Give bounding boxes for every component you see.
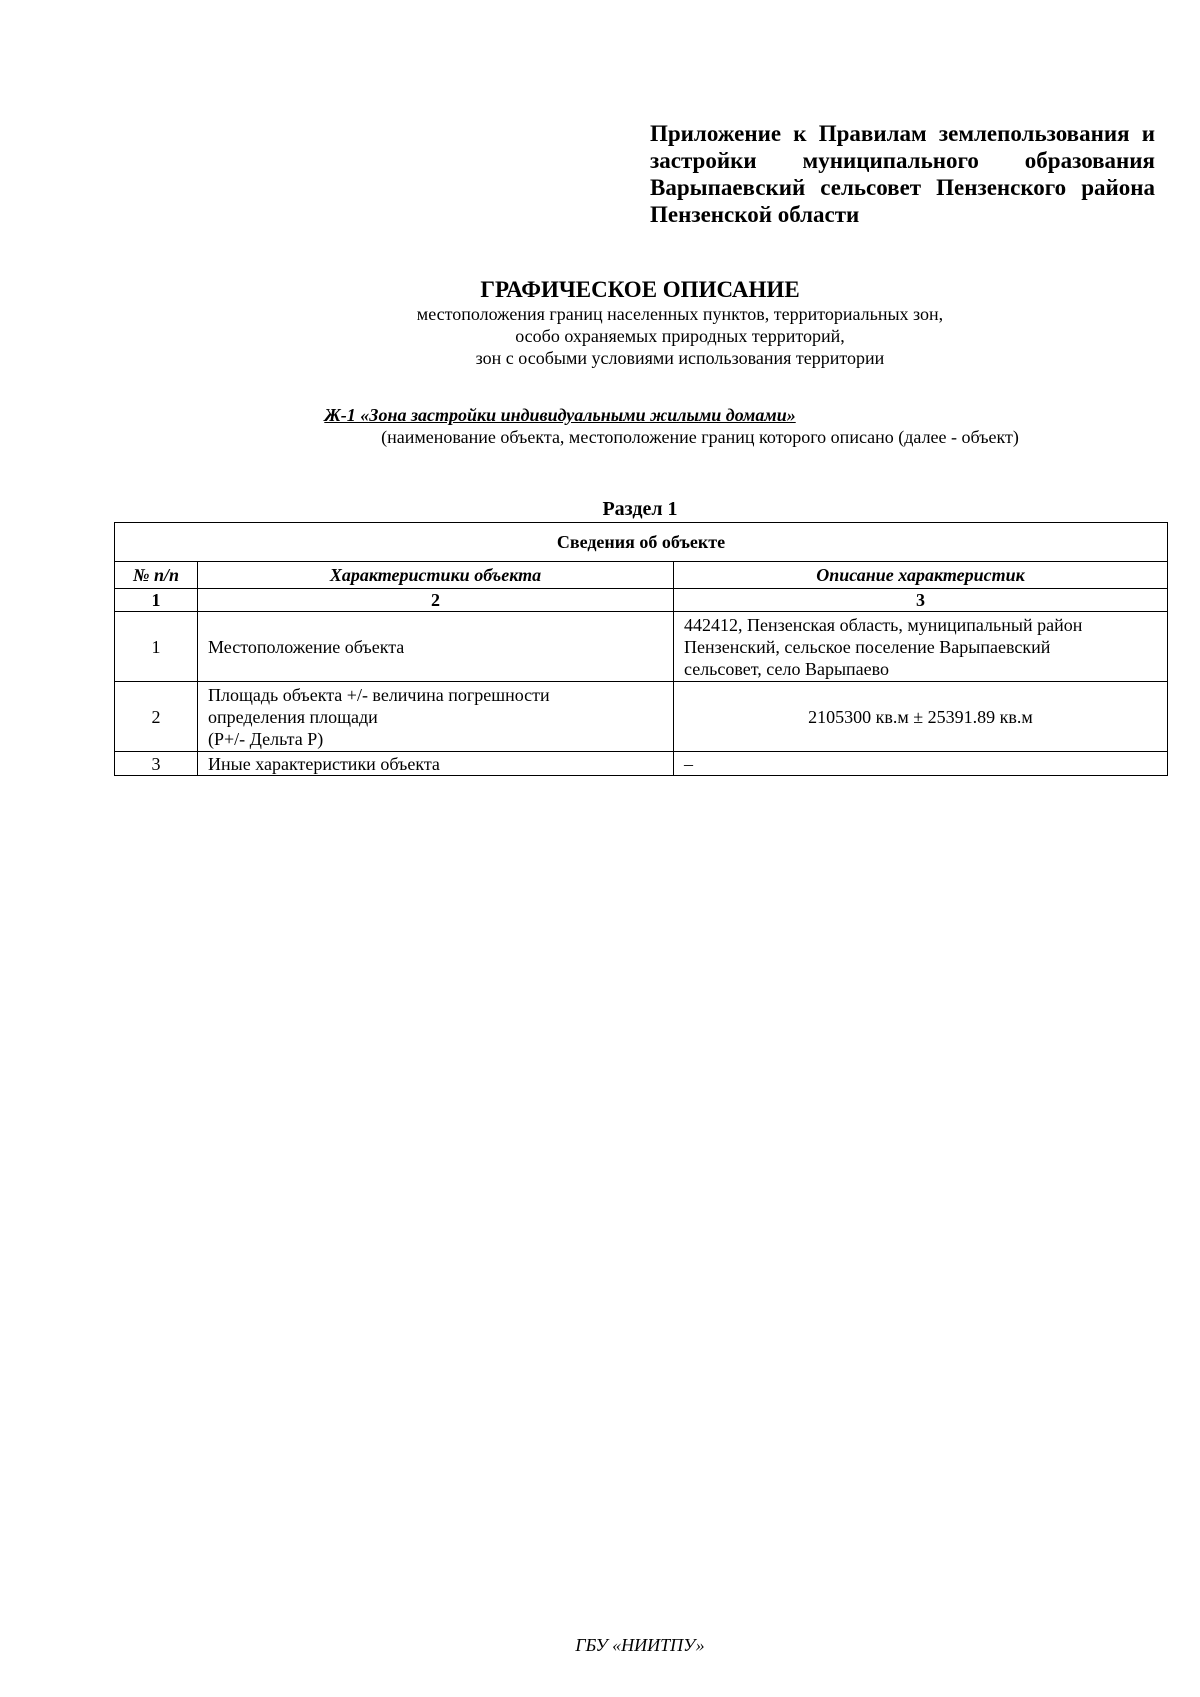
cell-line: сельсовет, село Варыпаево: [684, 658, 890, 679]
table-row: [115, 752, 1168, 776]
cell-line: Площадь объекта +/- величина погрешности: [208, 684, 550, 705]
cell-line: 442412, Пензенская область, муниципальный район: [684, 614, 1083, 635]
column-header-number: № п/п: [115, 562, 198, 589]
cell-line: (P+/- Дельта P): [208, 728, 324, 749]
column-header-description: Описание характеристик: [674, 562, 1168, 589]
column-header-characteristic: Характеристики объекта: [198, 562, 674, 589]
appendix-line: Варыпаевский сельсовет Пензенского района: [650, 175, 1155, 200]
row-number: 2: [115, 682, 198, 752]
row-characteristic: [198, 612, 674, 682]
cell-line: Пензенский, сельское поселение Варыпаевский: [684, 636, 1051, 657]
table-caption: Сведения об объекте: [115, 523, 1168, 562]
object-info-table: [114, 522, 1168, 776]
object-note: (наименование объекта, местоположение границ которого описано (далее - объект): [381, 427, 1019, 447]
footer-organization: ГБУ «НИИТПУ»: [575, 1635, 705, 1655]
row-characteristic: [198, 682, 674, 752]
document-title: ГРАФИЧЕСКОЕ ОПИСАНИЕ: [480, 277, 800, 302]
cell-line: определения площади: [208, 706, 378, 727]
column-number: 3: [674, 589, 1168, 612]
row-characteristic: [198, 752, 674, 776]
row-description: [674, 612, 1168, 682]
table-header-row: [115, 562, 1168, 589]
appendix-line: застройки муниципального образования: [650, 148, 1155, 173]
appendix-line: Приложение к Правилам землепользования и: [650, 121, 1155, 146]
cell-line: Иные характеристики объекта: [208, 753, 440, 774]
column-number: 1: [115, 589, 198, 612]
subtitle-line: особо охраняемых природных территорий,: [515, 326, 845, 346]
table-column-numbers-row: [115, 589, 1168, 612]
table-caption-row: [115, 523, 1168, 562]
cell-line: –: [684, 753, 693, 774]
row-number: 1: [115, 612, 198, 682]
object-name: Ж-1 «Зона застройки индивидуальными жилыми домами»: [324, 405, 796, 425]
column-number: 2: [198, 589, 674, 612]
cell-line: 2105300 кв.м ± 25391.89 кв.м: [808, 706, 1033, 727]
row-description: [674, 682, 1168, 752]
table-row: [115, 612, 1168, 682]
section-title: Раздел 1: [602, 498, 678, 520]
row-number: 3: [115, 752, 198, 776]
table-row: [115, 682, 1168, 752]
cell-line: Местоположение объекта: [208, 636, 405, 657]
subtitle-line: зон с особыми условиями использования территории: [475, 348, 885, 368]
appendix-heading: [650, 120, 1155, 228]
row-description: [674, 752, 1168, 776]
appendix-line: Пензенской области: [650, 202, 860, 227]
subtitle-line: местоположения границ населенных пунктов, территориальных зон,: [416, 304, 944, 324]
